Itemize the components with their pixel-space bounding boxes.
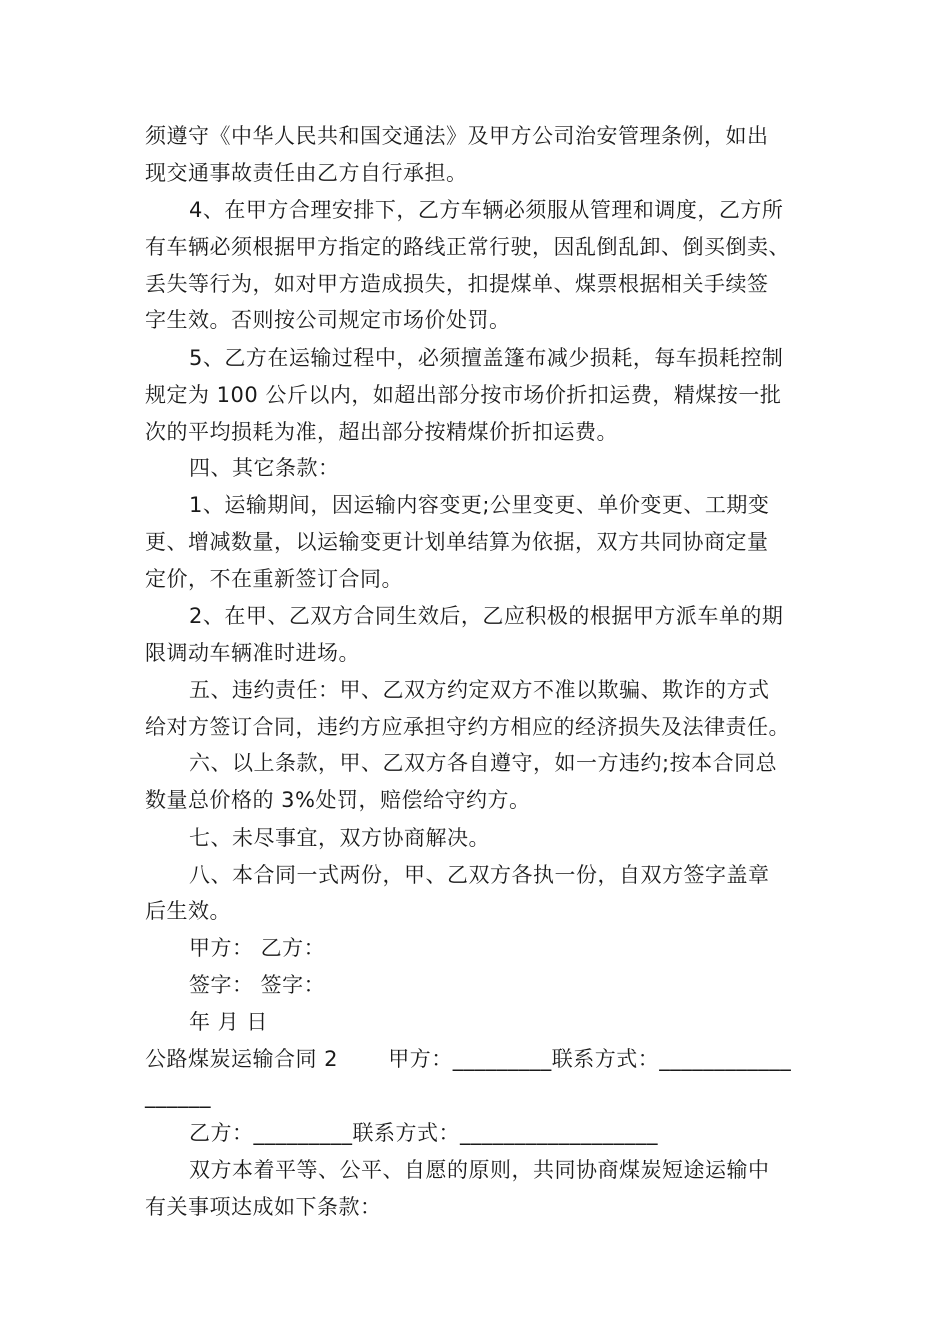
section-heading-5: 五、违约责任：甲、乙双方约定双方不准以欺骗、欺诈的方式 bbox=[189, 678, 770, 702]
preamble-line: 双方本着平等、公平、自愿的原则，共同协商煤炭短途运输中 bbox=[189, 1158, 770, 1182]
paragraph-line: 丢失等行为，如对甲方造成损失，扣提煤单、煤票根据相关手续签 bbox=[145, 272, 769, 296]
section-heading-7: 七、未尽事宜，双方协商解决。 bbox=[189, 826, 490, 850]
clause-3-5: 5、乙方在运输过程中，必须擅盖篷布减少损耗，每车损耗控制 bbox=[189, 346, 784, 370]
paragraph-line: 更、增减数量，以运输变更计划单结算为依据，双方共同协商定量 bbox=[145, 530, 769, 554]
paragraph-line: 规定为 100 公斤以内，如超出部分按市场价折扣运费，精煤按一批 bbox=[145, 383, 782, 407]
paragraph-line: 字生效。否则按公司规定市场价处罚。 bbox=[145, 308, 511, 332]
clause-4-1: 1、运输期间，因运输内容变更;公里变更、单价变更、工期变 bbox=[189, 493, 770, 517]
paragraph-line: 后生效。 bbox=[145, 899, 231, 923]
paragraph-line: 数量总价格的 3%处罚，赔偿给守约方。 bbox=[145, 788, 531, 812]
signature-labels: 签字： 签字： bbox=[189, 973, 326, 997]
paragraph-line: 限调动车辆准时进场。 bbox=[145, 641, 360, 665]
paragraph-line: 现交通事故责任由乙方自行承担。 bbox=[145, 161, 468, 185]
clause-4-2: 2、在甲、乙双方合同生效后，乙应积极的根据甲方派车单的期 bbox=[189, 604, 784, 628]
party-labels: 甲方： 乙方： bbox=[189, 936, 326, 960]
paragraph-line: 有车辆必须根据甲方指定的路线正常行驶，因乱倒乱卸、倒买倒卖、 bbox=[145, 235, 790, 259]
section-heading-6: 六、以上条款，甲、乙双方各自遵守，如一方违约;按本合同总 bbox=[189, 751, 778, 775]
paragraph-line: 给对方签订合同，违约方应承担守约方相应的经济损失及法律责任。 bbox=[145, 715, 790, 739]
paragraph-line: 有关事项达成如下条款： bbox=[145, 1195, 382, 1219]
party-b-contact-line: 乙方：_________联系方式：__________________ bbox=[189, 1121, 658, 1145]
contract-2-title-line: 公路煤炭运输合同 2 甲方：_________联系方式：____________ bbox=[145, 1047, 792, 1071]
date-line: 年 月 日 bbox=[189, 1010, 268, 1034]
blank-underline: ______ bbox=[145, 1084, 211, 1108]
section-heading-4: 四、其它条款： bbox=[189, 456, 340, 480]
clause-3-4: 4、在甲方合理安排下，乙方车辆必须服从管理和调度，乙方所 bbox=[189, 198, 784, 222]
paragraph-line: 定价，不在重新签订合同。 bbox=[145, 567, 403, 591]
paragraph-line: 次的平均损耗为准，超出部分按精煤价折扣运费。 bbox=[145, 420, 618, 444]
paragraph-line: 须遵守《中华人民共和国交通法》及甲方公司治安管理条例，如出 bbox=[145, 124, 769, 148]
section-heading-8: 八、本合同一式两份，甲、乙双方各执一份，自双方签字盖章 bbox=[189, 863, 770, 887]
